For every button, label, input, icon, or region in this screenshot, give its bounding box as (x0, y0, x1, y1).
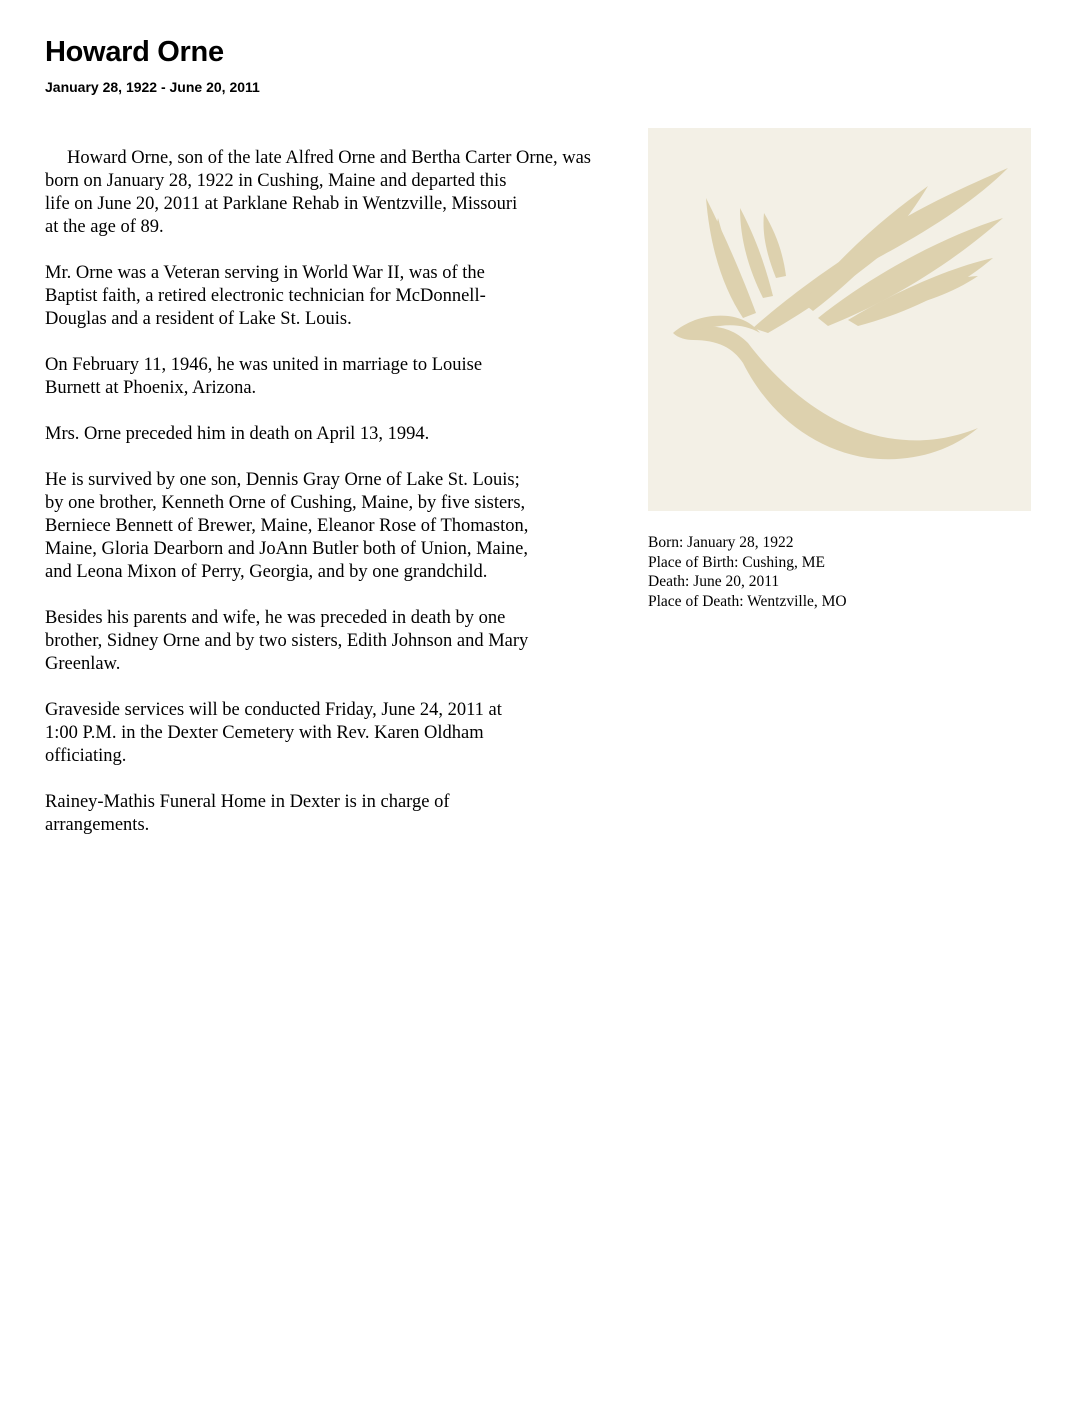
memorial-image (648, 128, 1031, 511)
text-line: and Leona Mixon of Perry, Georgia, and by one grandchild. (45, 562, 488, 582)
obituary-paragraph-5 (45, 469, 685, 584)
text-line: Mrs. Orne preceded him in death on April 13, 1994. (45, 424, 430, 444)
text-line: life on June 20, 2011 at Parklane Rehab in Wentzville, Missouri (45, 194, 518, 214)
text-line: brother, Sidney Orne and by two sisters, Edith Johnson and Mary (45, 631, 529, 651)
obituary-paragraph-4 (45, 423, 685, 446)
place-of-death-fact: Place of Death: Wentzville, MO (648, 592, 847, 610)
dove-icon (648, 128, 1031, 511)
text-line: Baptist faith, a retired electronic technician for McDonnell- (45, 286, 486, 306)
life-dates: January 28, 1922 - June 20, 2011 (45, 79, 260, 95)
text-line: Berniece Bennett of Brewer, Maine, Eleanor Rose of Thomaston, (45, 516, 529, 536)
text-line: Howard Orne, son of the late Alfred Orne and Bertha Carter Orne, was (67, 148, 591, 168)
text-line: Douglas and a resident of Lake St. Louis. (45, 309, 352, 329)
text-line: officiating. (45, 746, 127, 766)
obituary-paragraph-7 (45, 699, 685, 768)
text-line: by one brother, Kenneth Orne of Cushing, Maine, by five sisters, (45, 493, 526, 513)
text-line: He is survived by one son, Dennis Gray Orne of Lake St. Louis; (45, 470, 520, 490)
text-line: Mr. Orne was a Veteran serving in World War II, was of the (45, 263, 485, 283)
text-line: Rainey-Mathis Funeral Home in Dexter is in charge of (45, 792, 450, 812)
obituary-paragraph-1 (45, 147, 685, 239)
born-fact: Born: January 28, 1922 (648, 534, 794, 551)
text-line: On February 11, 1946, he was united in marriage to Louise (45, 355, 483, 375)
text-line: Besides his parents and wife, he was preceded in death by one (45, 608, 506, 628)
vital-facts (648, 533, 847, 611)
text-line: 1:00 P.M. in the Dexter Cemetery with Rev. Karen Oldham (45, 723, 484, 743)
obituary-paragraph-6 (45, 607, 685, 676)
obituary-paragraph-2 (45, 262, 685, 331)
text-line: born on January 28, 1922 in Cushing, Maine and departed this (45, 171, 507, 191)
death-fact: Death: June 20, 2011 (648, 573, 780, 590)
place-of-birth-fact: Place of Birth: Cushing, ME (648, 553, 825, 571)
text-line: Maine, Gloria Dearborn and JoAnn Butler both of Union, Maine, (45, 539, 528, 559)
page-title: Howard Orne (45, 36, 224, 68)
obituary-paragraph-8 (45, 791, 685, 837)
obituary-paragraph-3 (45, 354, 685, 400)
obituary-text (45, 147, 685, 860)
text-line: Graveside services will be conducted Friday, June 24, 2011 at (45, 700, 502, 720)
text-line: at the age of 89. (45, 217, 164, 237)
text-line: Burnett at Phoenix, Arizona. (45, 378, 257, 398)
text-line: Greenlaw. (45, 654, 121, 674)
text-line: arrangements. (45, 815, 150, 835)
